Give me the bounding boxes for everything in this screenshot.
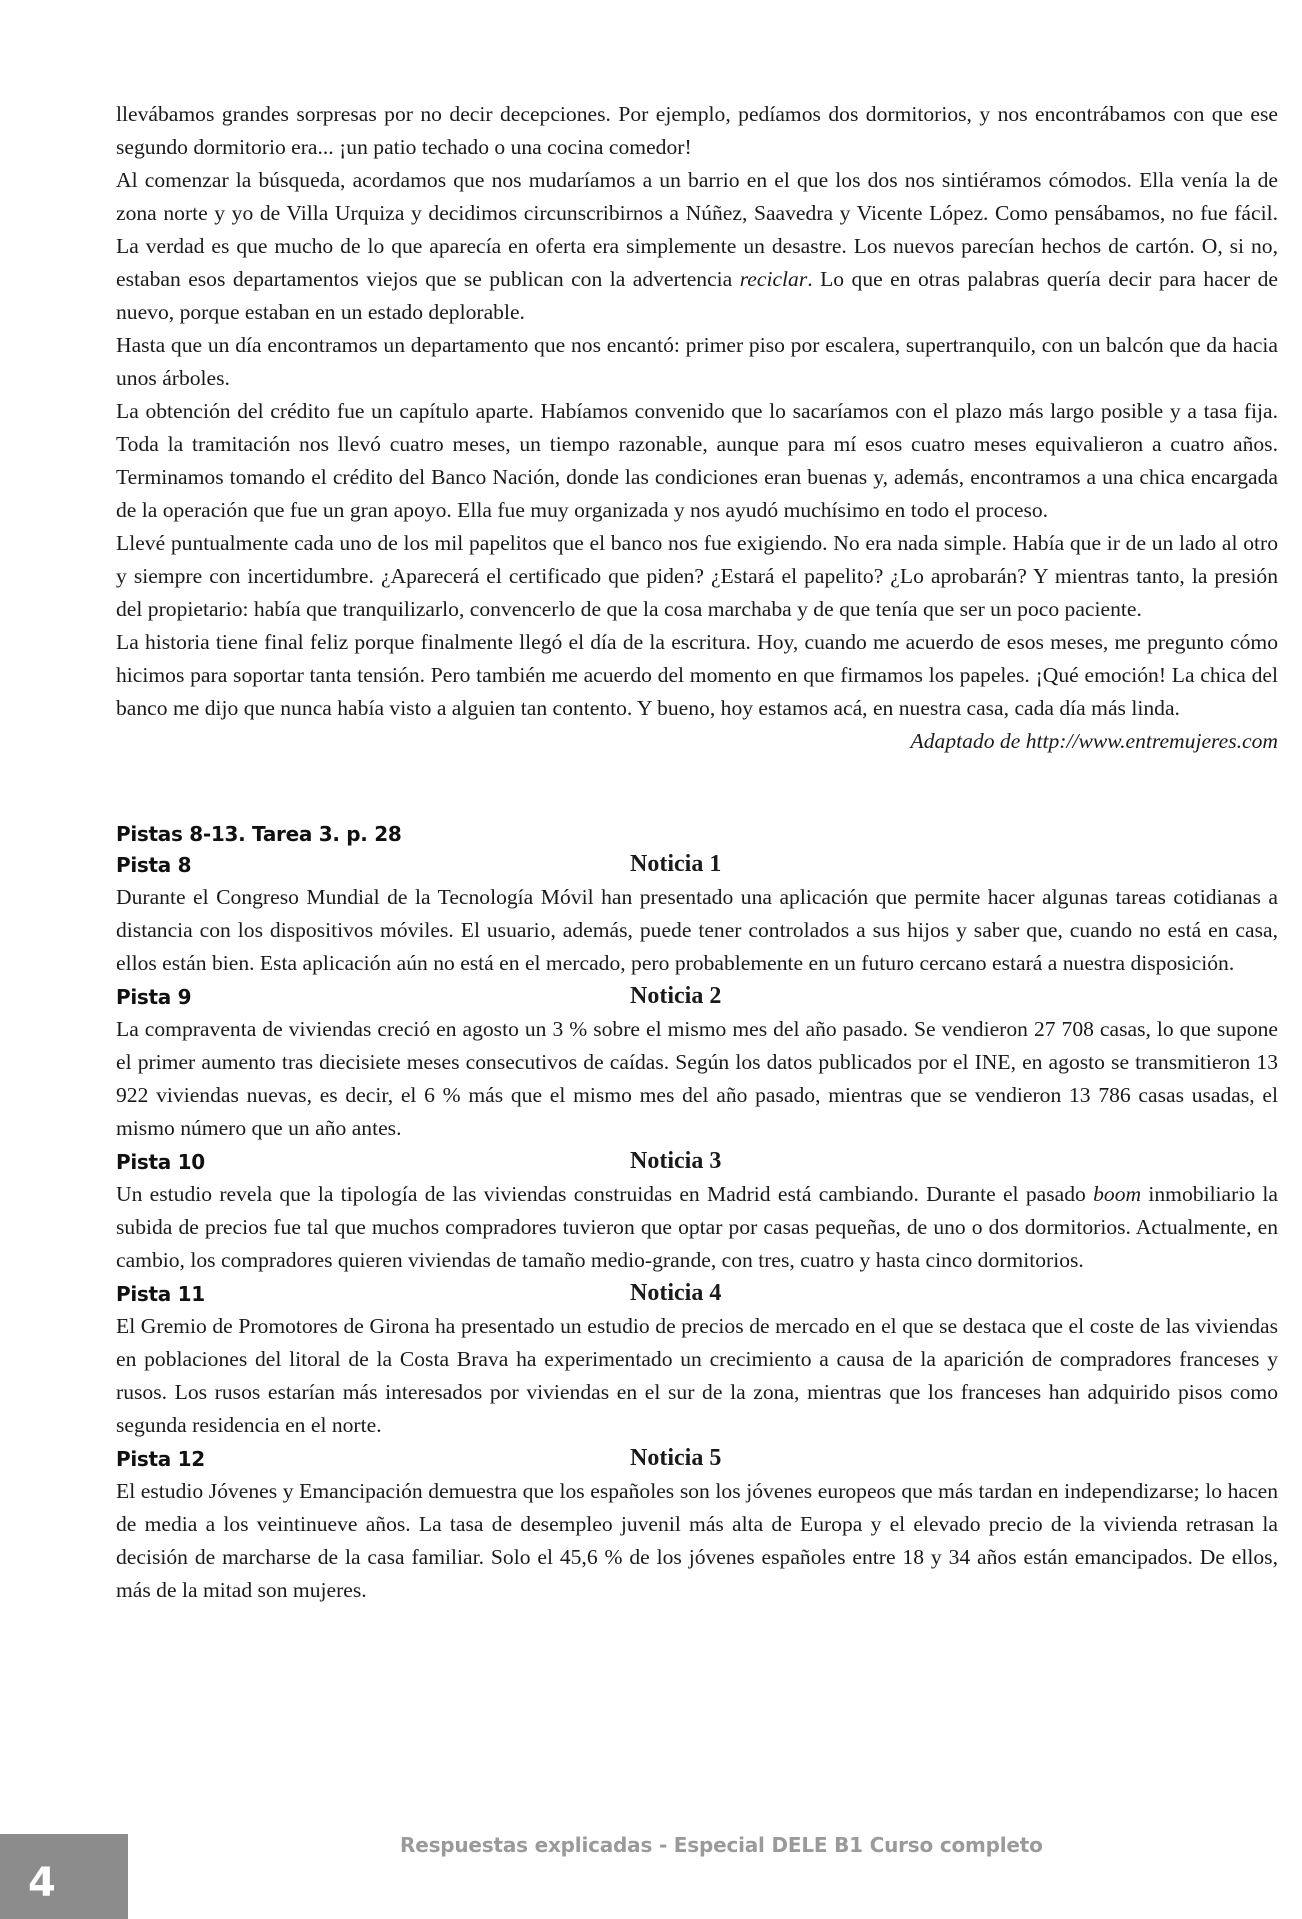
story-paragraph-2-end: . Lo que en otras palabras quería decir para hacer de nuevo, porque estaban en un estado deplorable. bbox=[116, 267, 1278, 324]
news-body bbox=[116, 1178, 1278, 1277]
track-header bbox=[116, 980, 1278, 1013]
source-citation: Adaptado de http://www.entremujeres.com bbox=[910, 729, 1278, 753]
track-block bbox=[116, 848, 1278, 980]
news-title: Noticia 1 bbox=[630, 851, 722, 877]
track-label: Pista 12 bbox=[116, 1447, 205, 1471]
news-body-start: Un estudio revela que la tipología de las viviendas construidas en Madrid está cambiando. Durante el pasado bbox=[116, 1182, 1094, 1206]
story-paragraph-4: La obtención del crédito fue un capítulo aparte. Habíamos convenido que lo sacaríamos con el plazo más largo posible y a tasa fija. Toda la tramitación nos llevó cuatro meses, un tiempo razonable, aunque para mí esos cuatro meses equivalieron a cuatro años. Terminamos tomando el crédito del Banco Nación, donde las condiciones eran buenas y, además, encontramos a una chica encargada de la operación que fue un gran apoyo. Ella fue muy organizada y nos ayudó muchísimo en todo el proceso. bbox=[116, 399, 1278, 522]
footer-title: Respuestas explicadas - Especial DELE B1 Curso completo bbox=[400, 1833, 1043, 1857]
news-body: El estudio Jóvenes y Emancipación demuestra que los españoles son los jóvenes europeos que más tardan en independizarse; lo hacen de media a los veintinueve años. La tasa de desempleo juvenil más alta de Europa y el elevado precio de la vivienda retrasan la decisión de marcharse de la casa familiar. Solo el 45,6 % de los jóvenes españoles entre 18 y 34 años están emancipados. De ellos, más de la mitad son mujeres. bbox=[116, 1479, 1278, 1602]
news-body-end: inmobiliario la subida de precios fue tal que muchos compradores tuvieron que optar por casas pequeñas, de uno o dos dormitorios. Actualmente, en cambio, los compradores quieren viviendas de tamaño medio-grande, con tres, cuatro y hasta cinco dormitorios. bbox=[116, 1182, 1279, 1272]
story-paragraph-3: Hasta que un día encontramos un departamento que nos encantó: primer piso por escalera, supertranquilo, con un balcón que da hacia unos árboles. bbox=[116, 333, 1278, 390]
story-paragraph-1: llevábamos grandes sorpresas por no decir decepciones. Por ejemplo, pedíamos dos dormitorios, y nos encontrábamos con que ese segundo dormitorio era... ¡un patio techado o una cocina comedor! bbox=[116, 102, 1278, 159]
story-paragraph-5: Llevé puntualmente cada uno de los mil papelitos que el banco nos fue exigiendo. No era nada simple. Había que ir de un lado al otro y siempre con incertidumbre. ¿Aparecerá el certificado que piden? ¿Estará el papelito? ¿Lo aprobarán? Y mientras tanto, la presión del propietario: había que tranquilizarlo, convencerlo de que la cosa marchaba y de que tenía que ser un poco paciente. bbox=[116, 531, 1278, 621]
track-header bbox=[116, 1277, 1278, 1310]
page-number-tab bbox=[0, 1834, 128, 1919]
track-label: Pista 10 bbox=[116, 1150, 205, 1174]
italic-term-boom: boom bbox=[1093, 1182, 1142, 1206]
track-label: Pista 8 bbox=[116, 853, 192, 877]
section-title: Pistas 8-13. Tarea 3. p. 28 bbox=[116, 822, 402, 846]
news-body: Durante el Congreso Mundial de la Tecnología Móvil han presentado una aplicación que permite hacer algunas tareas cotidianas a distancia con los dispositivos móviles. El usuario, además, puede tener controlados a sus hijos y saber que, cuando no está en casa, ellos están bien. Esta aplicación aún no está en el mercado, pero probablemente en un futuro cercano estará a nuestra disposición. bbox=[116, 885, 1278, 975]
news-title: Noticia 3 bbox=[630, 1148, 722, 1174]
news-title: Noticia 2 bbox=[630, 983, 722, 1009]
page-content bbox=[116, 98, 1278, 1607]
news-body: El Gremio de Promotores de Girona ha presentado un estudio de precios de mercado en el que se destaca que el coste de las viviendas en poblaciones del litoral de la Costa Brava ha experimentado un crecimiento a causa de la aparición de compradores franceses y rusos. Los rusos estarían más interesados por viviendas en el sur de la zona, mientras que los franceses han adquirido pisos como segunda residencia en el norte. bbox=[116, 1314, 1278, 1437]
news-title: Noticia 5 bbox=[630, 1445, 722, 1471]
track-header bbox=[116, 1442, 1278, 1475]
story-paragraph-6: La historia tiene final feliz porque finalmente llegó el día de la escritura. Hoy, cuando me acuerdo de esos meses, me pregunto cómo hicimos para soportar tanta tensión. Pero también me acuerdo del momento en que firmamos los papeles. ¡Qué emoción! La chica del banco me dijo que nunca había visto a alguien tan contento. Y bueno, hoy estamos acá, en nuestra casa, cada día más linda. bbox=[116, 630, 1278, 720]
news-title: Noticia 4 bbox=[630, 1280, 722, 1306]
track-block bbox=[116, 1442, 1278, 1607]
track-label: Pista 11 bbox=[116, 1282, 205, 1306]
story-paragraph-2-text: Al comenzar la búsqueda, acordamos que nos mudaríamos a un barrio en el que los dos nos sintiéramos cómodos. Ella venía la de zona norte y yo de Villa Urquiza y decidimos circunscribirnos a Núñez, Saavedra y Vicente López. Como pensábamos, no fue fácil. La verdad es que mucho de lo que aparecía en oferta era simplemente un desastre. Los nuevos parecían hechos de cartón. O, si no, estaban esos departamentos viejos que se publican con la advertencia bbox=[116, 168, 1278, 291]
track-block bbox=[116, 1277, 1278, 1442]
italic-term-reciclar: reciclar bbox=[739, 267, 808, 291]
page-number: 4 bbox=[28, 1860, 56, 1906]
track-header bbox=[116, 1145, 1278, 1178]
track-block bbox=[116, 1145, 1278, 1277]
news-body: La compraventa de viviendas creció en agosto un 3 % sobre el mismo mes del año pasado. Se vendieron 27 708 casas, lo que supone el primer aumento tras diecisiete meses consecutivos de caídas. Según los datos publicados por el INE, en agosto se transmitieron 13 922 viviendas nuevas, es decir, el 6 % más que el mismo mes del año pasado, mientras que se vendieron 13 786 casas usadas, el mismo número que un año antes. bbox=[116, 1017, 1278, 1140]
story-paragraph-2 bbox=[116, 164, 1278, 329]
track-block bbox=[116, 980, 1278, 1145]
track-label: Pista 9 bbox=[116, 985, 192, 1009]
track-header bbox=[116, 848, 1278, 881]
